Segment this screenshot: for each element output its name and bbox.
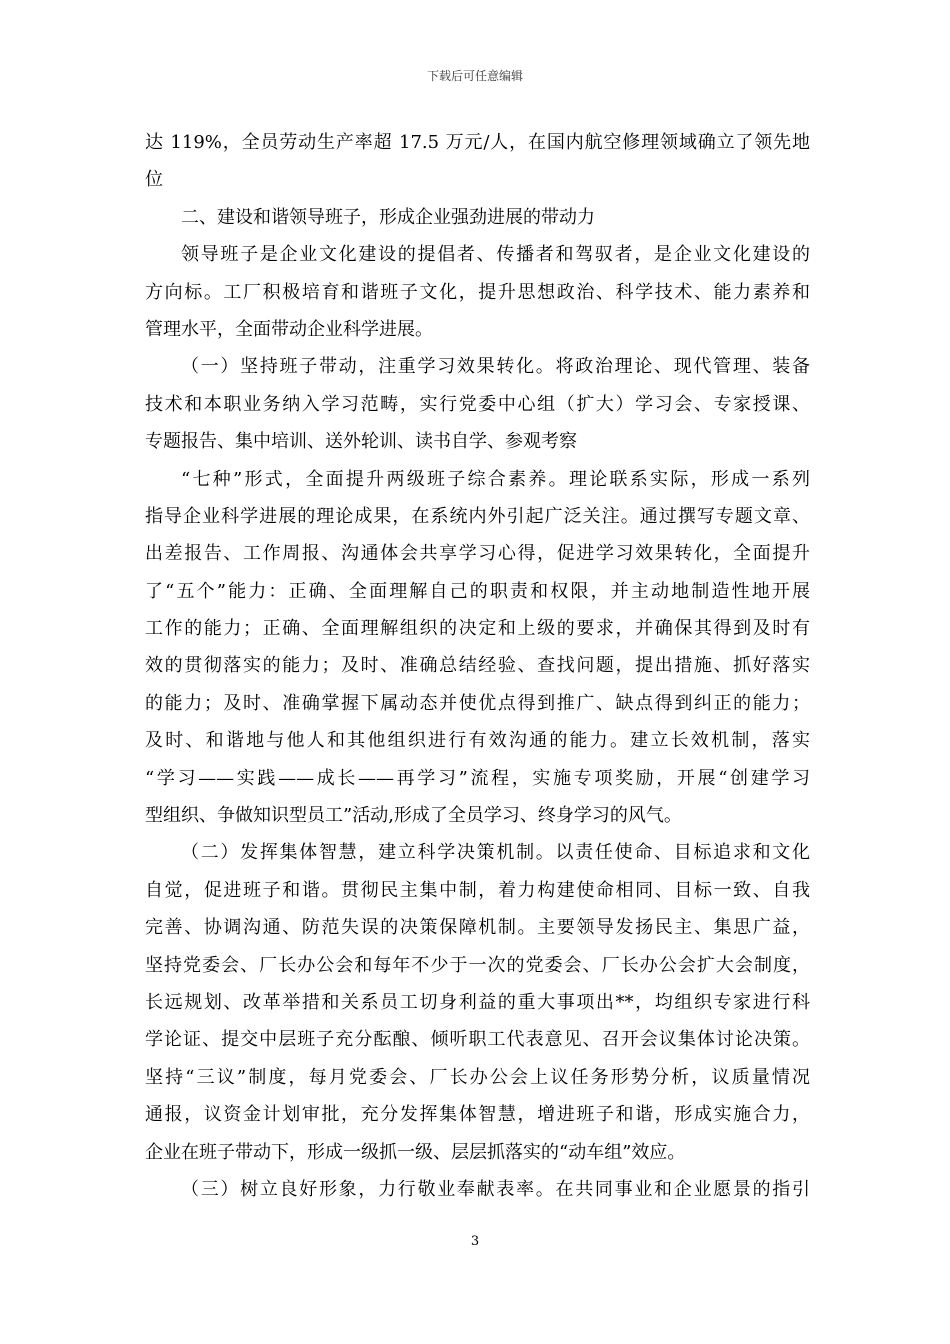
text-line: 的能力；及时、准确掌握下属动态并使优点得到推广、缺点得到纠正的能力； — [145, 692, 810, 714]
text-line: 达 119%，全员劳动生产率超 17.5 万元/人，在国内航空修理领域确立了领先地 — [145, 132, 810, 153]
body-text — [145, 124, 810, 1208]
text-line: 通报，议资金计划审批，充分发挥集体智慧，增进班子和谐，形成实施合力， — [145, 1104, 810, 1126]
text-line: 管理水平，全面带动企业科学进展。 — [145, 318, 433, 340]
text-line: 了“五个”能力：正确、全面理解自己的职责和权限，并主动地制造性地开展 — [145, 580, 810, 602]
section-heading: 二、建设和谐领导班子，形成企业强劲进展的带动力 — [181, 206, 595, 228]
text-line: “学习——实践——成长——再学习”流程，实施专项奖励，开展“创建学习 — [145, 767, 810, 789]
text-line: 技术和本职业务纳入学习范畴，实行党委中心组（扩大）学习会、专家授课、 — [145, 393, 810, 415]
text-line: 位 — [145, 169, 163, 191]
text-line: 长远规划、改革举措和关系员工切身利益的重大事项出**，均组织专家进行科 — [145, 991, 810, 1013]
text-line: 坚持党委会、厂长办公会和每年不少于一次的党委会、厂长办公会扩大会制度， — [145, 954, 810, 976]
text-line: （二）发挥集体智慧，建立科学决策机制。以责任使命、目标追求和文化 — [181, 842, 810, 864]
text-line: 学论证、提交中层班子充分酝酿、倾听职工代表意见、召开会议集体讨论决策。 — [145, 1029, 810, 1051]
page-header: 下载后可任意编辑 — [426, 69, 523, 83]
text-line: 领导班子是企业文化建设的提倡者、传播者和驾驭者，是企业文化建设的 — [181, 244, 810, 266]
text-line: 方向标。工厂积极培育和谐班子文化，提升思想政治、科学技术、能力素养和 — [145, 281, 810, 303]
text-line: 企业在班子带动下，形成一级抓一级、层层抓落实的“动车组”效应。 — [145, 1141, 686, 1163]
text-line: 完善、协调沟通、防范失误的决策保障机制。主要领导发扬民主、集思广益， — [145, 917, 810, 939]
text-line: 专题报告、集中培训、送外轮训、读书自学、参观考察 — [145, 431, 577, 453]
text-line: 出差报告、工作周报、沟通体会共享学习心得，促进学习效果转化，全面提升 — [145, 543, 810, 565]
text-line: “七种”形式，全面提升两级班子综合素养。理论联系实际，形成一系列 — [181, 468, 810, 490]
text-line: 及时、和谐地与他人和其他组织进行有效沟通的能力。建立长效机制，落实 — [145, 730, 810, 752]
text-line: 坚持“三议”制度，每月党委会、厂长办公会上议任务形势分析，议质量情况 — [145, 1066, 810, 1088]
text-line: 工作的能力；正确、全面理解组织的决定和上级的要求，并确保其得到及时有 — [145, 618, 810, 640]
text-line: （三）树立良好形象，力行敬业奉献表率。在共同事业和企业愿景的指引 — [181, 1178, 810, 1200]
text-line: （一）坚持班子带动，注重学习效果转化。将政治理论、现代管理、装备 — [181, 356, 810, 378]
text-line: 效的贯彻落实的能力；及时、准确总结经验、查找问题，提出措施、抓好落实 — [145, 655, 810, 677]
page-number: 3 — [470, 1234, 480, 1249]
text-line: 自觉，促进班子和谐。贯彻民主集中制，着力构建使命相同、目标一致、自我 — [145, 879, 810, 901]
text-line: 型组织、争做知识型员工”活动,形成了全员学习、终身学习的风气。 — [145, 805, 682, 827]
text-line: 指导企业科学进展的理论成果，在系统内外引起广泛关注。通过撰写专题文章、 — [145, 505, 810, 527]
